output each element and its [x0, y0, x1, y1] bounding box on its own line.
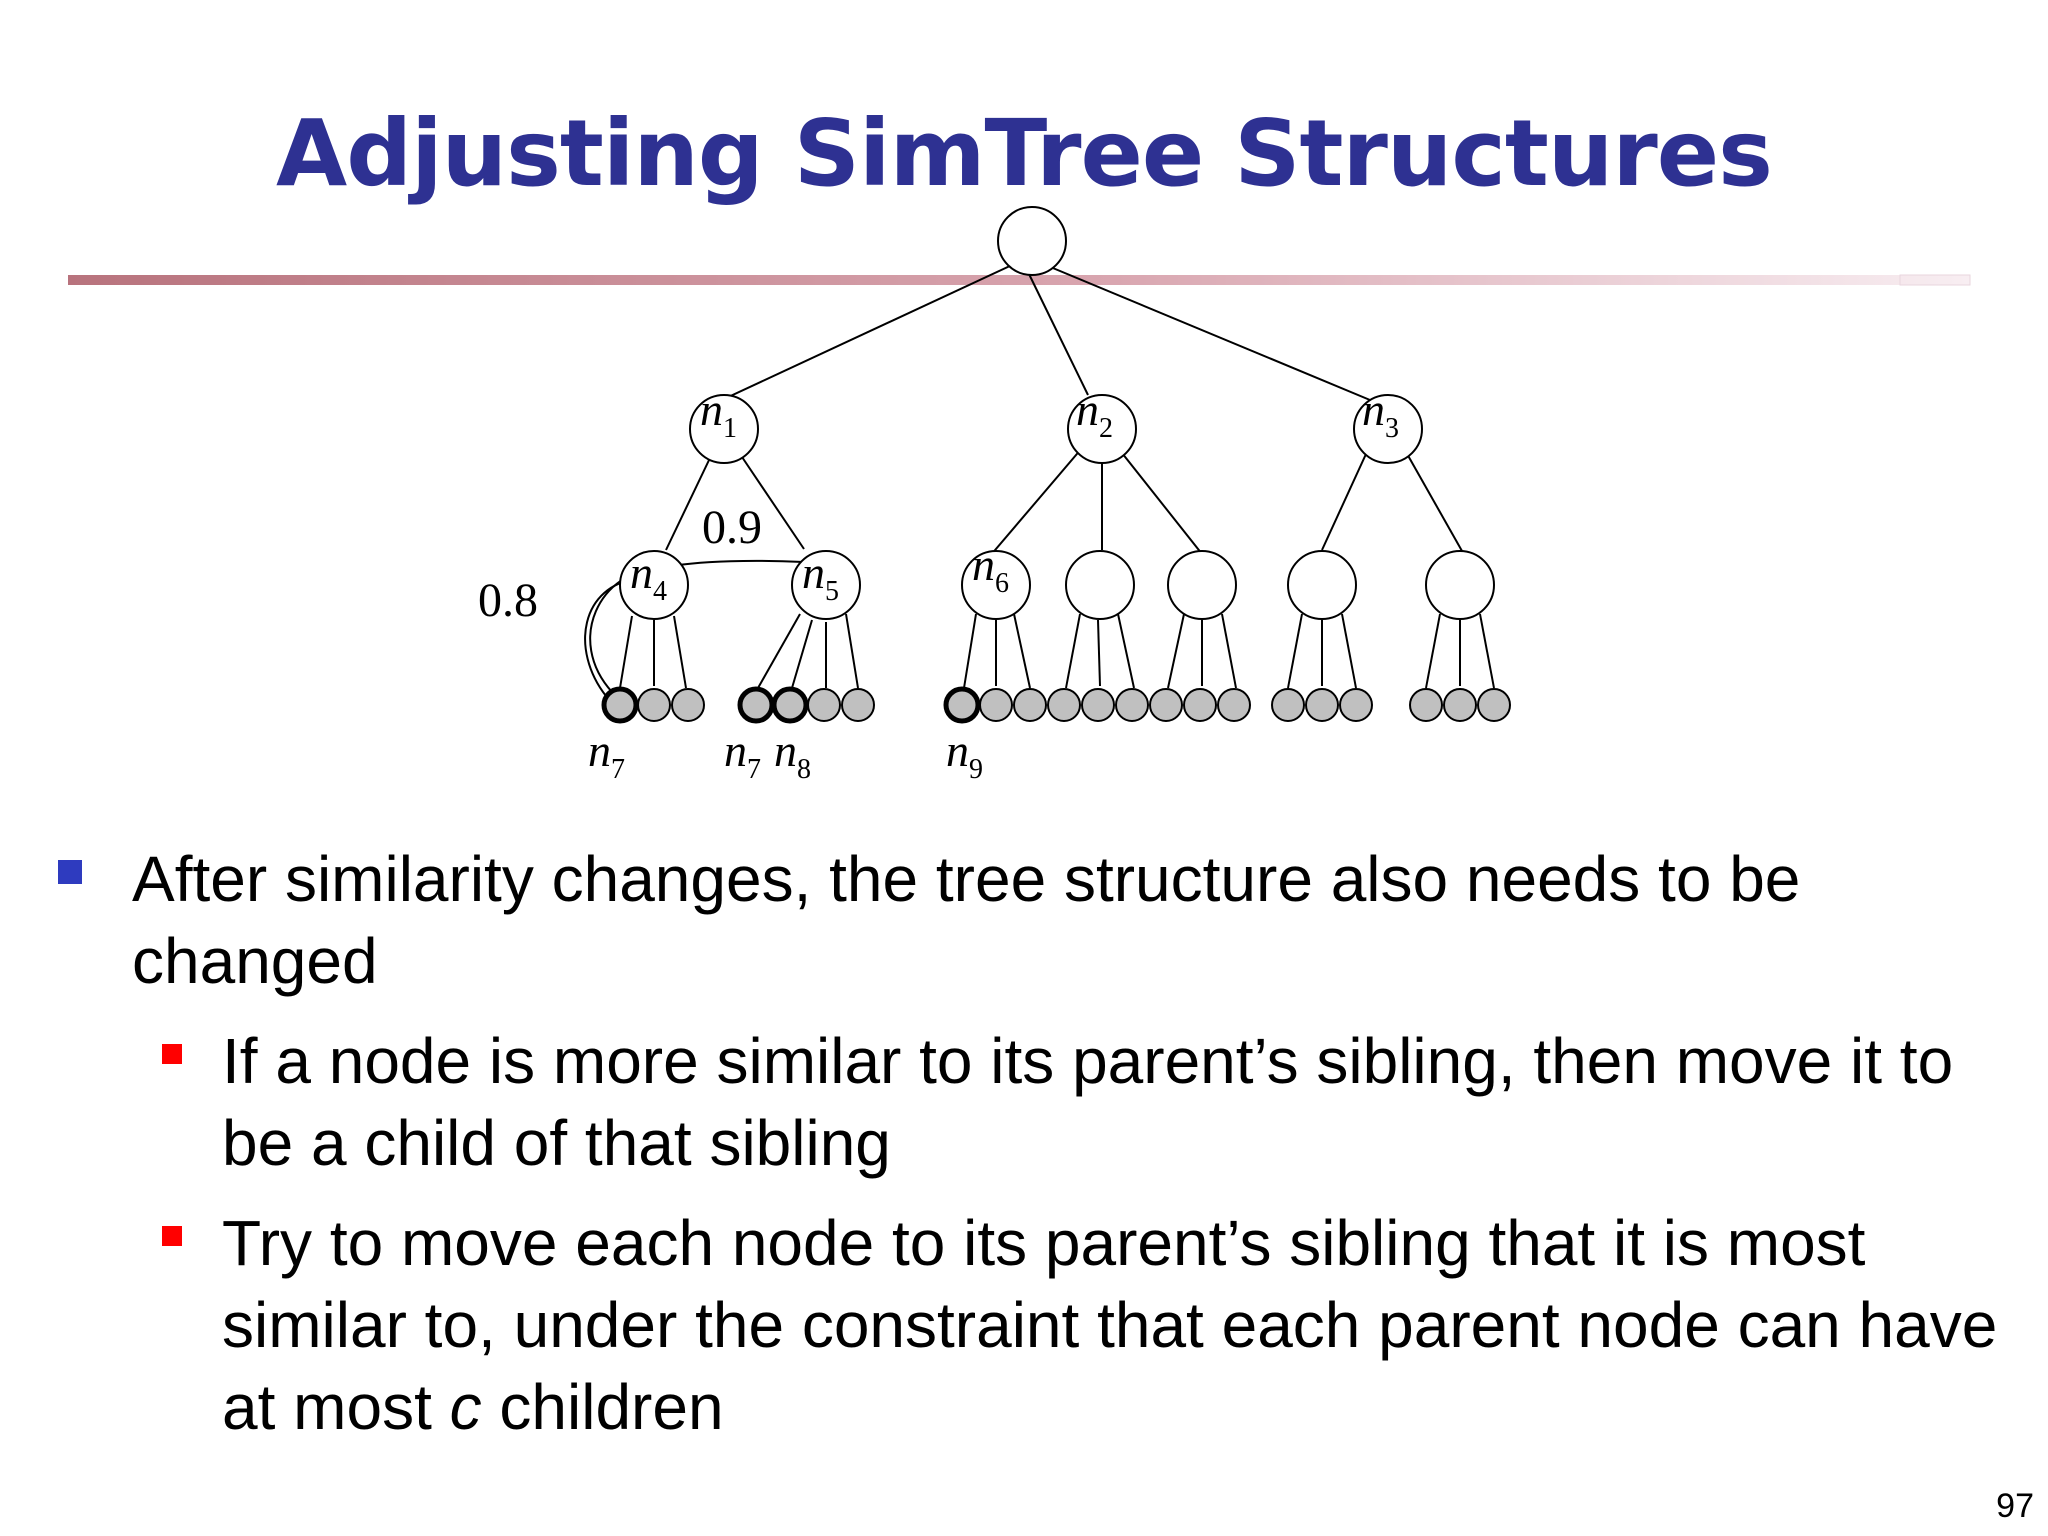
sub-bullet-2-text-b: children [481, 1371, 724, 1443]
sub-bullet-2 [222, 1202, 2022, 1448]
label-n1: n1 [700, 384, 737, 444]
level1-nodes [690, 395, 1422, 463]
label-leaf-n7-b: n7 [724, 725, 761, 785]
bullet-main [132, 838, 1998, 1448]
label-leaf-n8: n8 [774, 725, 811, 785]
label-leaf-n7-a: n7 [588, 725, 625, 785]
label-leaf-n9: n9 [946, 725, 983, 785]
label-n3: n3 [1362, 384, 1399, 444]
weight-label-0.8: 0.8 [478, 574, 538, 627]
leaf-n7-under-n4 [604, 689, 636, 721]
bullet-list [0, 838, 2048, 1466]
label-n2: n2 [1076, 384, 1113, 444]
leaf-n9 [946, 689, 978, 721]
title-underline [68, 275, 1970, 285]
label-n4: n4 [630, 547, 667, 607]
sub-bullet-1 [222, 1020, 2022, 1184]
label-n5: n5 [802, 547, 839, 607]
node-n2-mid [1066, 551, 1134, 619]
sub-bullet-list [132, 1020, 1998, 1448]
leaf-n7-under-n5 [740, 689, 772, 721]
sub-bullet-1-text: If a node is more similar to its parent’s sibling, then move it to be a child of that sibling [222, 1025, 1954, 1179]
leaf-n8 [774, 689, 806, 721]
node-n2-right [1168, 551, 1236, 619]
tree-edges [585, 265, 1494, 696]
slide-title: Adjusting SimTree Structures [276, 100, 1772, 207]
sub-bullet-2-text-a: Try to move each node to its parent’s sibling that it is most similar to, under the constraint that each parent node can have at most [222, 1207, 1998, 1443]
node-n3-right [1426, 551, 1494, 619]
leaf-nodes [604, 689, 1510, 721]
root-node [998, 207, 1066, 275]
node-n3-left [1288, 551, 1356, 619]
page-number: 97 [1996, 1487, 2034, 1525]
sub-bullet-2-variable: c [449, 1371, 482, 1443]
bullet-main-text: After similarity changes, the tree structure also needs to be changed [132, 843, 1801, 997]
label-n6: n6 [972, 539, 1009, 599]
weight-label-0.9: 0.9 [702, 501, 762, 554]
